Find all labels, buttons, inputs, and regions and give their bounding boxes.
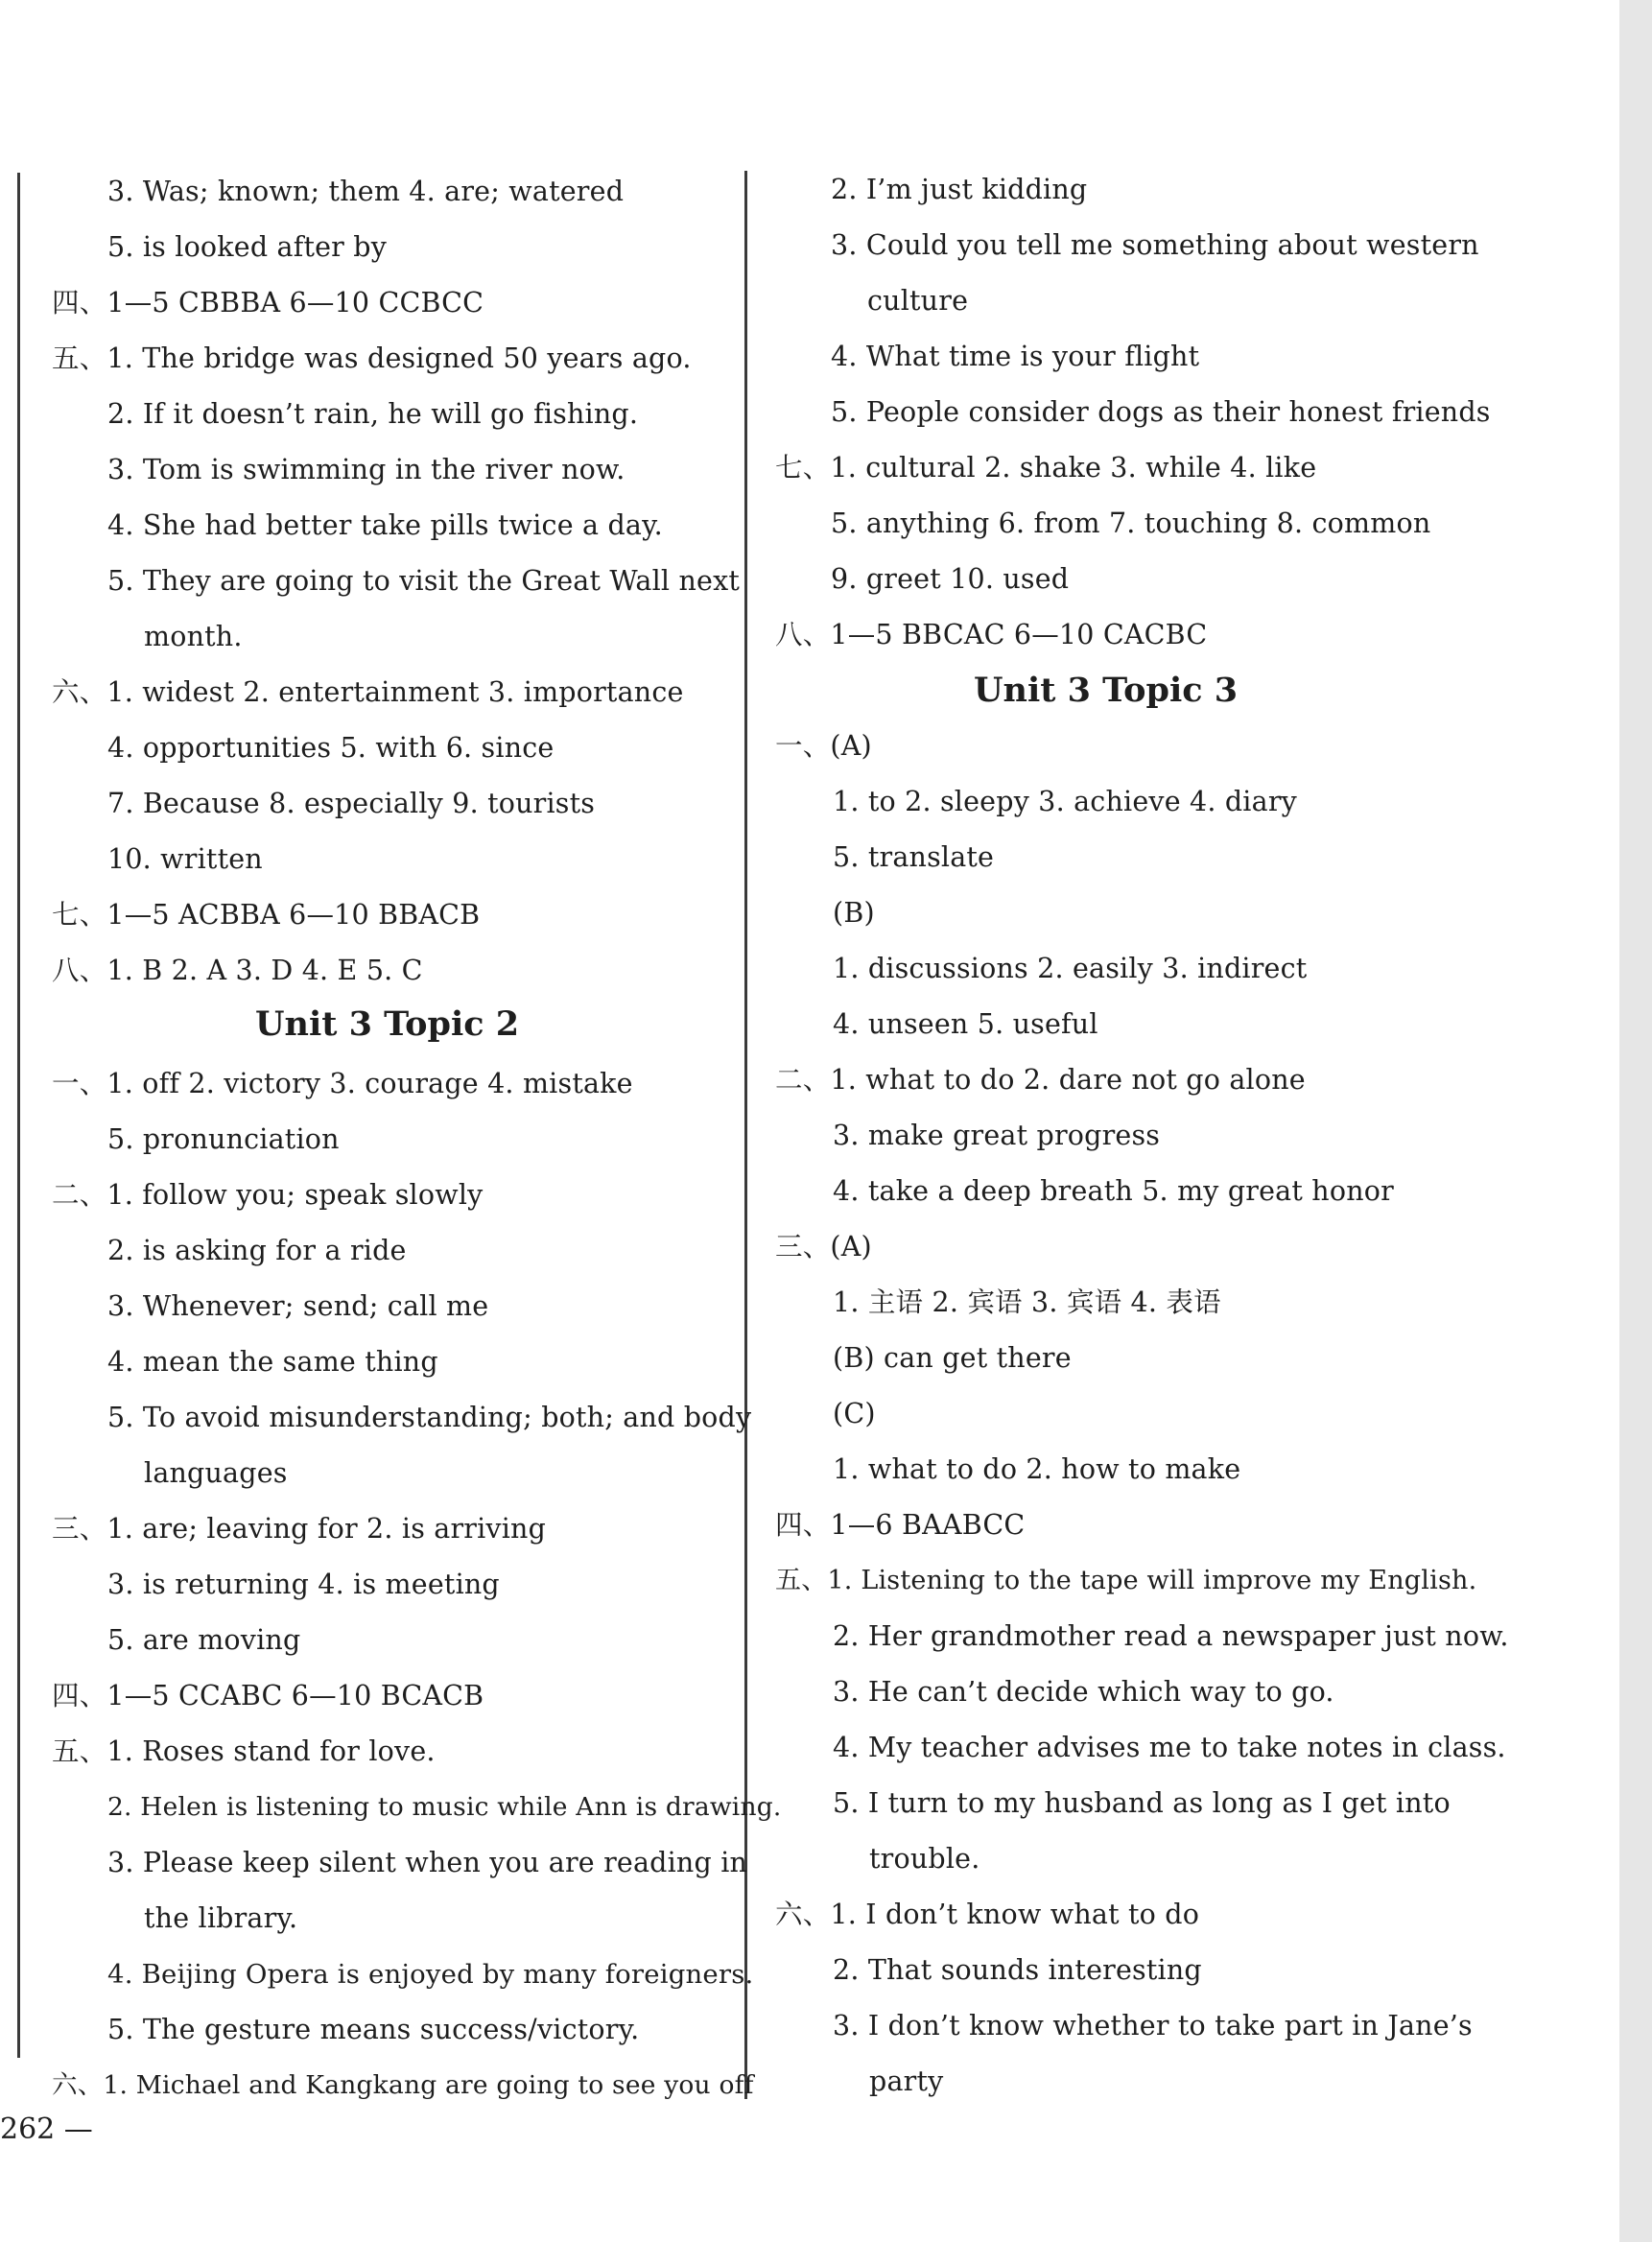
- answer-line: 5. People consider dogs as their honest friends: [831, 396, 1491, 428]
- answer-line: 5. They are going to visit the Great Wall next: [107, 565, 741, 597]
- answer-line: 六、1. I don’t know what to do: [775, 1899, 1200, 1930]
- answer-line: 4. Beijing Opera is enjoyed by many foreigners.: [107, 1959, 754, 1990]
- answer-line: 3. Tom is swimming in the river now.: [107, 454, 625, 485]
- answer-line: 一、(A): [775, 730, 872, 762]
- answer-line: 4. She had better take pills twice a day.: [107, 509, 663, 541]
- answer-line: 7. Because 8. especially 9. tourists: [107, 788, 596, 819]
- answer-line: 3. is returning 4. is meeting: [107, 1569, 500, 1600]
- answer-line: 四、1—6 BAABCC: [775, 1509, 1026, 1541]
- answer-line: 5. anything 6. from 7. touching 8. common: [831, 507, 1431, 539]
- answer-line: 1. what to do 2. how to make: [833, 1453, 1241, 1485]
- answer-line: 1. to 2. sleepy 3. achieve 4. diary: [833, 786, 1297, 817]
- section-heading-topic-3: Unit 3 Topic 3: [974, 671, 1239, 710]
- answer-line: the library.: [144, 1902, 298, 1934]
- answer-line: (C): [833, 1398, 876, 1429]
- answer-line: 5. To avoid misunderstanding; both; and body: [107, 1402, 752, 1433]
- answer-line: languages: [144, 1457, 288, 1489]
- answer-line: 5. pronunciation: [107, 1123, 340, 1155]
- page-number: 262 —: [0, 2112, 93, 2146]
- answer-line: 七、1. cultural 2. shake 3. while 4. like: [775, 452, 1317, 484]
- answer-line: 六、1. widest 2. entertainment 3. importance: [52, 676, 684, 708]
- answer-line: 五、1. The bridge was designed 50 years ago.: [52, 342, 692, 374]
- answer-line: 9. greet 10. used: [831, 563, 1070, 595]
- answer-line: trouble.: [869, 1843, 980, 1875]
- answer-line: 二、1. what to do 2. dare not go alone: [775, 1064, 1306, 1096]
- answer-line: 2. is asking for a ride: [107, 1235, 407, 1266]
- answer-line: 5. I turn to my husband as long as I get into: [833, 1787, 1451, 1819]
- answer-line: 1. 主语 2. 宾语 3. 宾语 4. 表语: [833, 1286, 1221, 1318]
- answer-line: culture: [867, 285, 969, 317]
- answer-line: party: [869, 2065, 944, 2097]
- answer-line: 三、1. are; leaving for 2. is arriving: [52, 1513, 547, 1545]
- answer-line: 四、1—5 CCABC 6—10 BCACB: [52, 1680, 484, 1711]
- answer-line: 八、1—5 BBCAC 6—10 CACBC: [775, 619, 1208, 650]
- answer-line: 3. Could you tell me something about western: [831, 229, 1479, 261]
- answer-line: (B) can get there: [833, 1342, 1072, 1374]
- answer-line: month.: [144, 621, 243, 652]
- answer-line: 2. That sounds interesting: [833, 1954, 1202, 1986]
- answer-line: 2. I’m just kidding: [831, 174, 1088, 205]
- answer-line: 一、1. off 2. victory 3. courage 4. mistake: [52, 1068, 633, 1099]
- answer-line: 三、(A): [775, 1231, 872, 1263]
- answer-line: 1. discussions 2. easily 3. indirect: [833, 953, 1308, 984]
- answer-line: 4. opportunities 5. with 6. since: [107, 732, 555, 764]
- answer-line: 4. My teacher advises me to take notes in class.: [833, 1732, 1506, 1763]
- answer-line: 4. mean the same thing: [107, 1346, 438, 1378]
- answer-line: 4. What time is your flight: [831, 341, 1200, 372]
- answer-line: 2. If it doesn’t rain, he will go fishing.: [107, 398, 639, 430]
- answer-line: 3. He can’t decide which way to go.: [833, 1676, 1334, 1708]
- answer-line: 五、1. Listening to the tape will improve my English.: [775, 1566, 1477, 1595]
- answer-line: 5. are moving: [107, 1624, 301, 1656]
- answer-line: 七、1—5 ACBBA 6—10 BBACB: [52, 899, 481, 931]
- answer-line: 3. Whenever; send; call me: [107, 1290, 489, 1322]
- answer-line: 4. unseen 5. useful: [833, 1008, 1098, 1040]
- page-edge-shadow: [1619, 0, 1652, 2242]
- answer-line: 五、1. Roses stand for love.: [52, 1735, 436, 1767]
- section-heading-topic-2: Unit 3 Topic 2: [255, 1004, 520, 1044]
- answer-line: 5. is looked after by: [107, 231, 388, 263]
- left-margin-rule: [17, 173, 20, 2058]
- answer-line: 10. written: [107, 843, 263, 875]
- answer-line: 六、1. Michael and Kangkang are going to see you off: [52, 2070, 754, 2100]
- answer-line: 4. take a deep breath 5. my great honor: [833, 1175, 1394, 1207]
- answer-line: 3. Please keep silent when you are reading in: [107, 1847, 748, 1878]
- answer-line: 3. make great progress: [833, 1120, 1161, 1151]
- answer-line: 3. Was; known; them 4. are; watered: [107, 176, 625, 207]
- answer-line: 5. The gesture means success/victory.: [107, 2014, 640, 2045]
- answer-line: 八、1. B 2. A 3. D 4. E 5. C: [52, 955, 423, 986]
- answer-line: 3. I don’t know whether to take part in Jane’s: [833, 2010, 1473, 2041]
- answer-line: (B): [833, 897, 875, 929]
- answer-line: 2. Her grandmother read a newspaper just now.: [833, 1620, 1509, 1652]
- answer-line: 四、1—5 CBBBA 6—10 CCBCC: [52, 287, 484, 319]
- answer-line: 5. translate: [833, 841, 995, 873]
- answer-line: 二、1. follow you; speak slowly: [52, 1179, 484, 1211]
- answer-line: 2. Helen is listening to music while Ann is drawing.: [107, 1792, 782, 1822]
